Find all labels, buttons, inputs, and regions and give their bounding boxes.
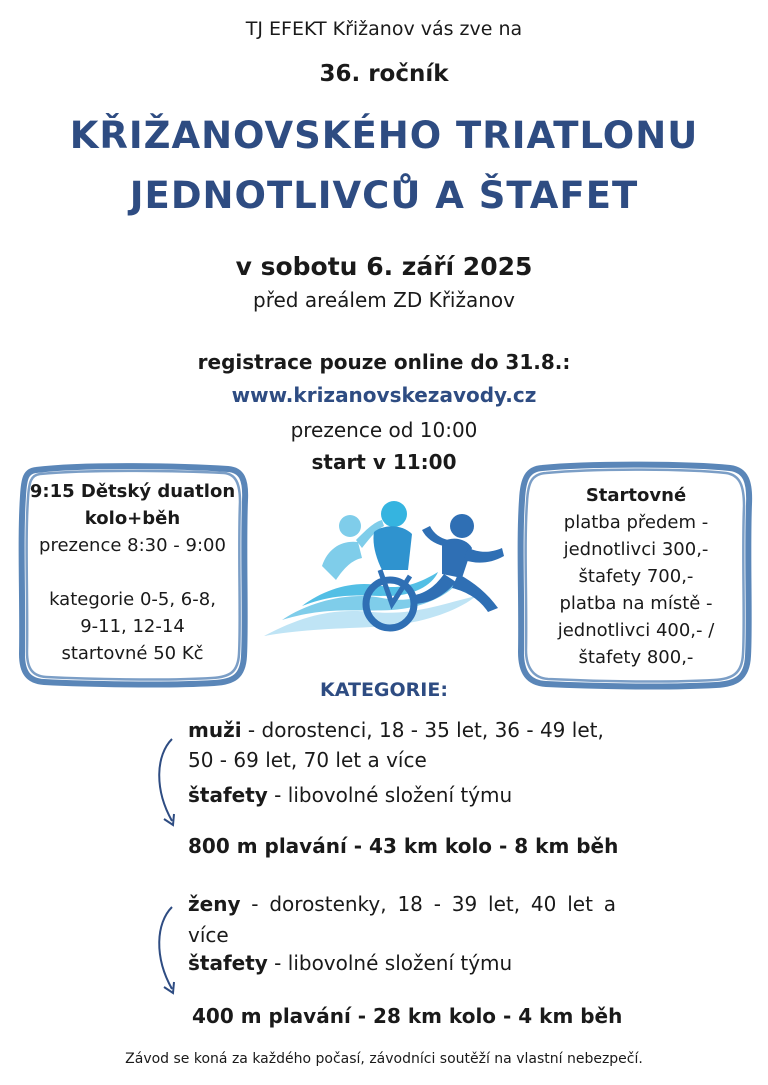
swimmer-head-icon (339, 515, 361, 537)
right-box-title: Startovné (585, 485, 687, 506)
right-box (522, 482, 750, 671)
women-arrow-icon (150, 903, 184, 999)
right-box-line-4: platba na místě - (559, 593, 713, 614)
left-box-title-2: kolo+běh (84, 508, 181, 529)
intro-text: TJ EFEKT Křižanov vás zve na (245, 18, 523, 40)
right-box-line-3: štafety 700,- (578, 566, 694, 587)
men-relay-text: - libovolné složení týmu (267, 783, 513, 807)
event-venue: před areálem ZD Křižanov (253, 288, 515, 312)
left-box-line-1: prezence 8:30 - 9:00 (39, 535, 226, 556)
event-date: v sobotu 6. září 2025 (235, 252, 533, 281)
men-text-1: - dorostenci, 18 - 35 let, 36 - 49 let, (241, 718, 604, 742)
left-box-line-3: 9-11, 12-14 (80, 616, 185, 637)
women-label: ženy (188, 892, 241, 916)
right-box-line-2: jednotlivci 300,- (563, 539, 709, 560)
men-line-2: 50 - 69 let, 70 let a více (188, 748, 427, 772)
footer-note: Závod se koná za každého počasí, závodníci soutěží na vlastní nebezpečí. (125, 1051, 643, 1067)
women-line-1 (188, 889, 616, 919)
men-relay-line (188, 780, 512, 810)
start-text: start v 11:00 (311, 450, 457, 474)
left-box-line-2: kategorie 0-5, 6-8, (49, 589, 216, 610)
women-relay-text: - libovolné složení týmu (267, 951, 513, 975)
men-arrow-icon (150, 735, 184, 831)
right-box-line-6: štafety 800,- (578, 647, 694, 668)
categories-heading: KATEGORIE: (320, 679, 448, 701)
runner-head-icon (450, 514, 474, 538)
left-box-title-1: 9:15 Dětský duatlon (29, 481, 236, 502)
left-box (20, 478, 245, 667)
presence-text: prezence od 10:00 (290, 418, 478, 442)
left-box-line-4: startovné 50 Kč (61, 643, 204, 664)
men-line-1 (188, 715, 604, 745)
triathlon-illustration (262, 496, 510, 646)
title-line-1: KŘIŽANOVSKÉHO TRIATLONU (69, 114, 699, 157)
right-box-line-1: platba předem - (563, 512, 709, 533)
men-relay-label: štafety (188, 783, 268, 807)
women-relay-line (188, 948, 512, 978)
title-line-2: JEDNOTLIVCŮ A ŠTAFET (129, 174, 639, 217)
women-relay-label: štafety (188, 951, 268, 975)
website-link[interactable]: www.krizanovskezavody.cz (231, 383, 537, 407)
women-distance: 400 m plavání - 28 km kolo - 4 km běh (192, 1004, 623, 1028)
cyclist-head-icon (381, 501, 407, 527)
right-box-line-5: jednotlivci 400,- / (557, 620, 715, 641)
women-line-2: více (188, 923, 229, 947)
men-distance: 800 m plavání - 43 km kolo - 8 km běh (188, 834, 619, 858)
women-text-1: - dorostenky, 18 - 39 let, 40 let a (240, 892, 616, 916)
registration-text: registrace pouze online do 31.8.: (197, 350, 571, 374)
men-label: muži (188, 718, 242, 742)
edition-text: 36. ročník (319, 61, 449, 87)
